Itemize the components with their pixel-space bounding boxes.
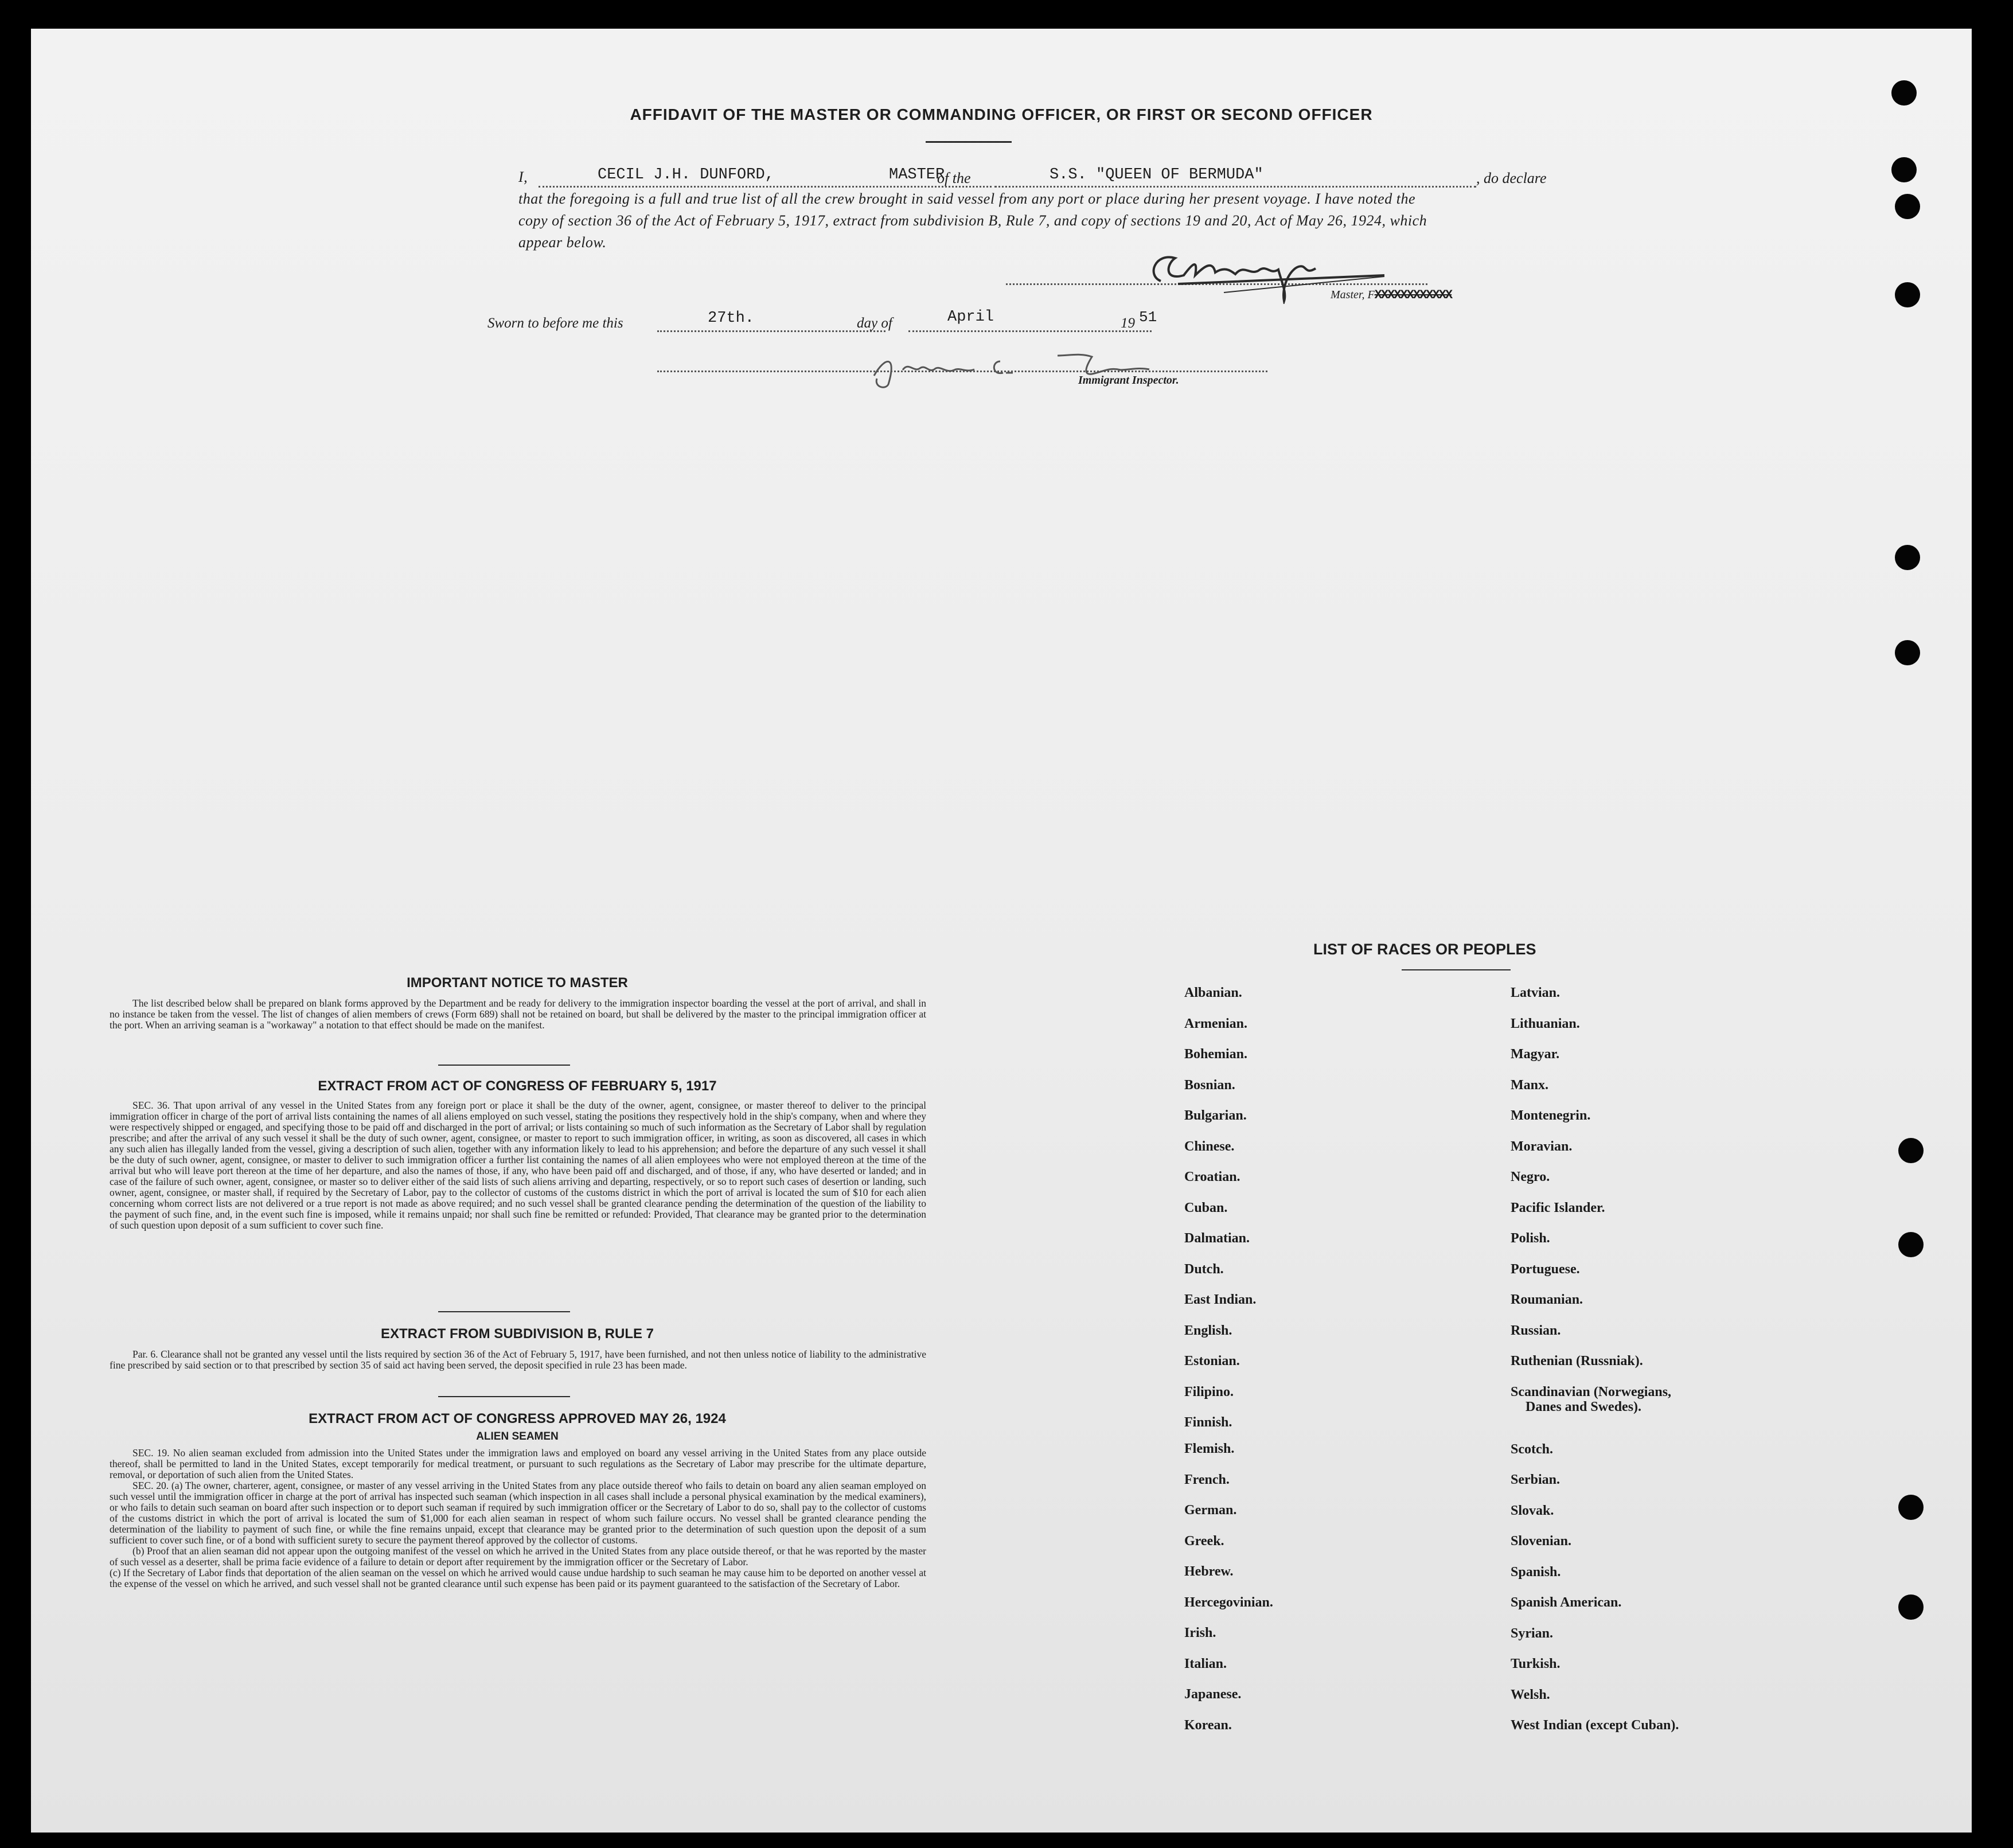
race-item: Spanish. (1511, 1564, 1561, 1580)
race-item: Bulgarian. (1184, 1108, 1247, 1123)
race-item: Polish. (1511, 1231, 1550, 1246)
race-item: Pacific Islander. (1511, 1200, 1605, 1215)
race-item: German. (1184, 1503, 1237, 1518)
punch-hole (1898, 1594, 1924, 1620)
race-item: Slovenian. (1511, 1534, 1572, 1549)
extract-1917-title: EXTRACT FROM ACT OF CONGRESS OF FEBRUARY 5, 1917 (318, 1078, 717, 1094)
race-item: Latvian. (1511, 985, 1561, 1000)
race-item: Russian. (1511, 1323, 1561, 1338)
month-dotted-line (908, 330, 1152, 332)
of-the-label: of the (937, 170, 971, 186)
race-item: Armenian. (1184, 1016, 1247, 1031)
sworn-day-value: 27th. (708, 310, 755, 327)
affidavit-line-4: appear below. (518, 234, 607, 251)
punch-hole (1895, 545, 1920, 570)
sec-20a-text: SEC. 20. (a) The owner, charterer, agent, consignee, or master of any vessel arriving in the United States from any place outside thereof who fails to detain on board any alien seaman employed on such vessel until the immigration officer in charge at the port of arrival has inspected such seaman (which inspection in all cases shall include a personal physical examination by the medical examiners), or who fails to detain such seaman on board after such inspection or to deport such seaman if required by such immigration officer or the Secretary of Labor to do so, shall pay to the collector of customs of the customs district in which the port of arrival is located the sum of $1,000 for each alien seaman in respect of whom such failure occurs. No vessel shall be granted clearance pending the determination of the liability to payment of such fine, or while the fine remains unpaid, except that clearance may be granted prior to the determination of such question upon the deposit of a sum sufficient to cover such fine, or of a bond with sufficient surety to secure the payment thereof approved by the collector of customs. (110, 1480, 926, 1546)
race-item: Serbian. (1511, 1472, 1561, 1487)
alien-seamen-subtitle: ALIEN SEAMEN (476, 1430, 559, 1442)
race-item: Chinese. (1184, 1139, 1235, 1154)
race-item: Danes and Swedes). (1526, 1399, 1642, 1414)
race-item: Flemish. (1184, 1441, 1235, 1456)
punch-hole (1895, 640, 1920, 665)
sworn-month-value: April (947, 309, 994, 326)
manifest-page (31, 29, 1972, 1833)
race-item: Croatian. (1184, 1169, 1240, 1184)
races-divider (1402, 969, 1511, 970)
year-suffix-value: 51 (1139, 309, 1157, 326)
sec-20c-text: (c) If the Secretary of Labor finds that deportation of the alien seaman on the vessel on which he arrived would cause undue hardship to such seaman he may cause him to be deported on another vessel at the expense of the vessel on which he arrived, and such vessel shall not be granted clearance until such expense has been paid or its payment guaranteed to the satisfaction of the Secretary of Labor. (110, 1567, 926, 1589)
divider (438, 1311, 570, 1312)
race-item: Turkish. (1511, 1656, 1561, 1671)
race-item: Greek. (1184, 1533, 1224, 1549)
day-dotted-line (657, 330, 885, 332)
race-item: Slovak. (1511, 1503, 1554, 1518)
divider (438, 1396, 570, 1397)
punch-hole (1895, 194, 1920, 219)
race-item: Korean. (1184, 1717, 1232, 1733)
extract-1924-title: EXTRACT FROM ACT OF CONGRESS APPROVED MAY 26, 1924 (309, 1411, 726, 1426)
punch-hole (1891, 157, 1917, 182)
race-item: Estonian. (1184, 1354, 1240, 1369)
master-label (1331, 288, 1452, 302)
divider (438, 1065, 570, 1066)
race-item: Finnish. (1184, 1415, 1232, 1430)
notice-title: IMPORTANT NOTICE TO MASTER (407, 975, 628, 991)
race-item: Welsh. (1511, 1687, 1550, 1702)
race-item: French. (1184, 1472, 1230, 1487)
affidavit-title: AFFIDAVIT OF THE MASTER OR COMMANDING OFFICER, OR FIRST OR SECOND OFFICER (630, 106, 1373, 123)
race-item: Syrian. (1511, 1625, 1554, 1641)
race-item: Hercegovinian. (1184, 1594, 1273, 1610)
sec-20b-text: (b) Proof that an alien seaman did not appear upon the outgoing manifest of the vessel on which he arrived in the United States from any place outside thereof, or that he was reported by the master of such vessel as a deserter, shall be prima facie evidence of a failure to detain or deport after requirement by the immigration officer or the Secretary of Labor. (110, 1545, 926, 1568)
year-prefix: 19 (1121, 315, 1135, 331)
race-item: Hebrew. (1184, 1564, 1234, 1579)
master-name-value: CECIL J.H. DUNFORD, (598, 166, 774, 184)
race-item: Italian. (1184, 1656, 1227, 1671)
title-divider (926, 141, 1012, 143)
punch-hole (1895, 282, 1920, 307)
race-item: Moravian. (1511, 1139, 1573, 1154)
races-right-column (1511, 985, 1679, 1749)
race-item: Ruthenian (Russniak). (1511, 1354, 1643, 1369)
race-item: Cuban. (1184, 1200, 1228, 1215)
race-item: Irish. (1184, 1625, 1216, 1640)
race-item: Magyar. (1511, 1047, 1560, 1062)
sec-19-text: SEC. 19. No alien seaman excluded from admission into the United States under the immigration laws and employed on board any vessel arriving in the United States from any place outside thereof, shall be permitted to land in the United States, except temporarily for medical treatment, or pursuant to such regulations as the Secretary of Labor may prescribe for the ultimate departure, removal, or deportation of such alien from the United States. (110, 1447, 926, 1480)
race-item: Japanese. (1184, 1687, 1242, 1702)
race-item: Filipino. (1184, 1384, 1234, 1399)
inspector-label: Immigrant Inspector. (1078, 374, 1179, 387)
race-item: Scotch. (1511, 1441, 1553, 1457)
race-item: Lithuanian. (1511, 1016, 1580, 1031)
race-item: Manx. (1511, 1077, 1548, 1093)
race-item: Bohemian. (1184, 1047, 1248, 1062)
race-item: East Indian. (1184, 1292, 1257, 1307)
punch-hole (1898, 1495, 1924, 1520)
master-label-text: Master, F (1331, 288, 1375, 301)
affidavit-line-2: that the foregoing is a full and true list of all the crew brought in said vessel from any port or place during her present voyage. I have noted the (518, 190, 1415, 207)
affidavit-line-3: copy of section 36 of the Act of February 5, 1917, extract from subdivision B, Rule 7, and copy of sections 19 and 20, Act of May 26, 1924, which (518, 212, 1427, 229)
name-dotted-line (539, 186, 992, 188)
race-item: Negro. (1511, 1169, 1550, 1184)
vessel-dotted-line (994, 186, 1476, 188)
race-item: Spanish American. (1511, 1595, 1622, 1610)
race-item: Scandinavian (Norwegians, (1511, 1384, 1672, 1399)
races-title: LIST OF RACES OR PEOPLES (1313, 941, 1536, 958)
punch-hole (1898, 1138, 1924, 1163)
day-of-label: day of (857, 315, 892, 331)
subdivision-b-title: EXTRACT FROM SUBDIVISION B, RULE 7 (380, 1326, 654, 1342)
extract-1924-text (110, 1448, 926, 1589)
race-item: English. (1184, 1323, 1232, 1338)
rank-value: MASTER (889, 166, 945, 184)
do-declare-label: , do declare (1476, 170, 1547, 186)
race-item: Montenegrin. (1511, 1108, 1591, 1123)
punch-hole (1898, 1232, 1924, 1257)
race-item: Albanian. (1184, 985, 1242, 1000)
sworn-label: Sworn to before me this (487, 315, 623, 331)
vessel-name-value: S.S. "QUEEN OF BERMUDA" (1050, 166, 1263, 184)
notice-text: The list described below shall be prepared on blank forms approved by the Department and be ready for delivery to the immigration inspector boarding the vessel at the port of arrival, and shall in no instance be taken from the vessel. The list of changes of alien members of crews (Form 689) shall not be retained on board, but shall be delivered by the master to the principal immigration officer at the port. When an arriving seaman is a "workaway" a notation to that effect should be made on the manifest. (110, 997, 926, 1031)
subdivision-b-text: Par. 6. Clearance shall not be granted any vessel until the lists required by section 36 of the Act of February 5, 1917, have been furnished, and not then unless notice of liability to the administrative fine prescribed by said section or to that prescribed by section 35 of said act having been served, the deposit specified in rule 23 has been made. (110, 1348, 926, 1371)
races-left-column (1184, 985, 1273, 1748)
race-item: West Indian (except Cuban). (1511, 1718, 1679, 1733)
race-item: Dutch. (1184, 1261, 1224, 1277)
race-item: Bosnian. (1184, 1077, 1235, 1093)
race-item: Dalmatian. (1184, 1231, 1250, 1246)
extract-1917-text: SEC. 36. That upon arrival of any vessel in the United States from any foreign port or place it shall be the duty of the owner, agent, consignee, or master thereof to deliver to the principal immigration officer in charge of the port of arrival lists containing the names of all aliens employed on such vessel, stating the positions they respectively hold in the ship's company, when and where they were respectively shipped or engaged, and specifying those to be paid off and discharged in the port of arrival; or lists containing so much of such information as the Secretary of Labor shall by regulation prescribe; and after the arrival of any such vessel it shall be the duty of such owner, agent, consignee, or master to report to such immigration officer, in writing, as soon as discovered, all cases in which any such alien has illegally landed from the vessel, giving a description of such alien, together with any information likely to lead to his apprehension; and before the departure of any such vessel it shall be the duty of such owner, agent, consignee, or master to deliver to such immigration officer a further list containing the names of all alien employees who were not employed thereon at the time of the arrival but who will leave port thereon at the time of her departure, and also the names of those, if any, who have been paid off and discharged, and of those, if any, who have deserted or landed; and in case of the failure of such owner, agent, consignee, or master so to deliver either of the said lists of such aliens arriving and departing, respectively, or so to report such cases of desertion or landing, such owner, agent, consignee, or master shall, if required by the Secretary of Labor, pay to the collector of customs of the customs district in which the port of arrival is located the sum of $10 for each alien concerning whom correct lists are not delivered or a true report is not made as above required; and no such vessel shall be granted clearance pending the determination of the question of the liability to the payment of such fine, and, in the event such fine is imposed, while it remains unpaid; nor shall such fine be remitted or refunded: Provided, That clearance may be granted prior to the determination of such question upon deposit of a sum sufficient to cover such fine. (110, 1100, 926, 1231)
punch-hole (1891, 80, 1917, 106)
struck-officer-title: XXXXXXXXXXXX (1374, 288, 1452, 302)
race-item: Roumanian. (1511, 1292, 1583, 1307)
i-label: I, (518, 169, 528, 185)
race-item: Portuguese. (1511, 1261, 1580, 1277)
